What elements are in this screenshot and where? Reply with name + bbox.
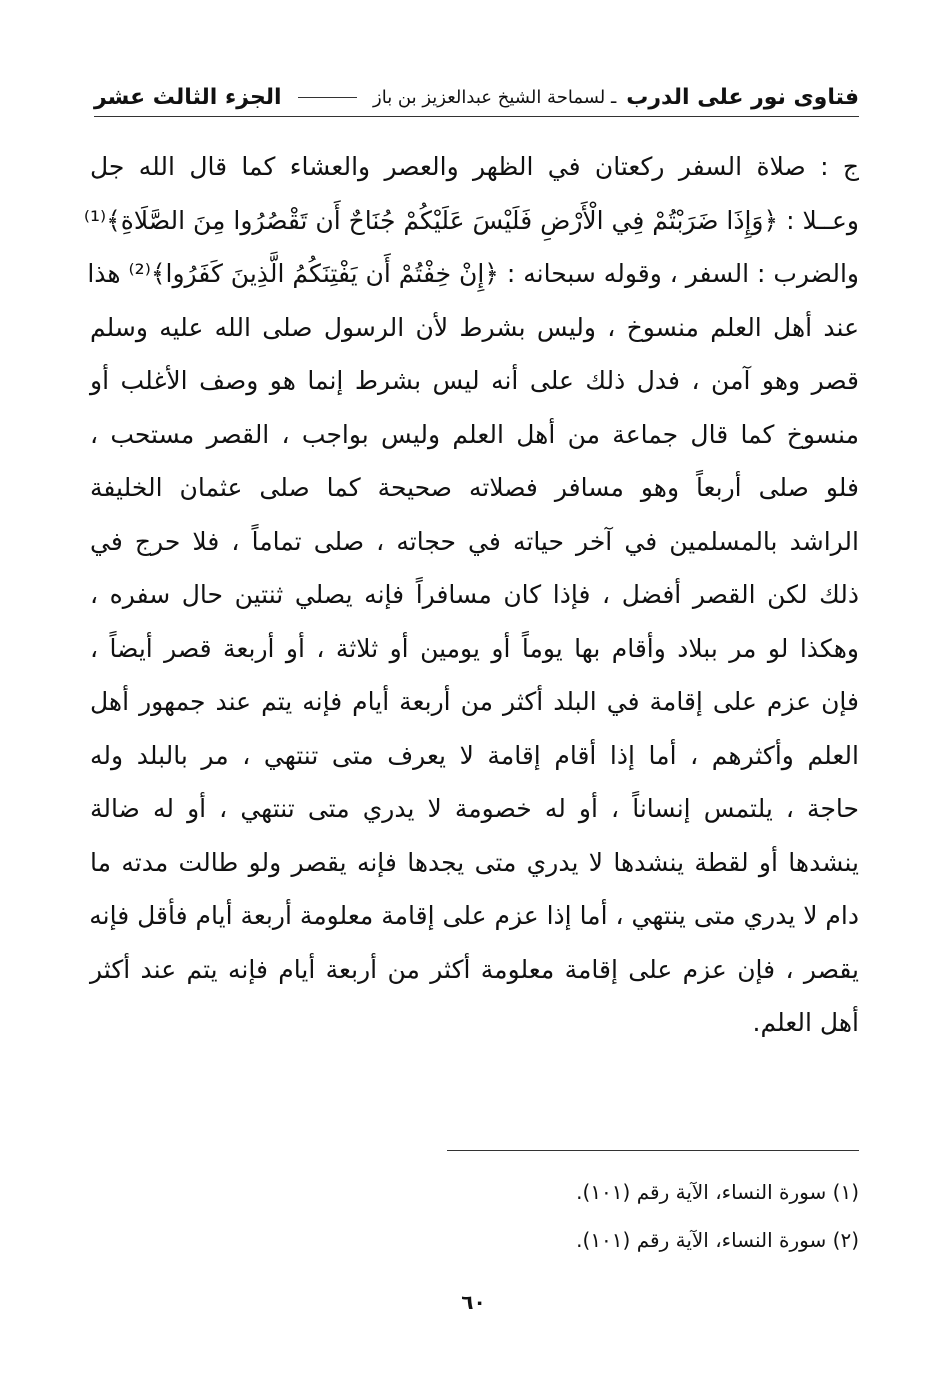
fatwa-body [83, 140, 859, 1050]
body-line: يقصر ، فإن عزم على إقامة معلومة أكثر من أربعة أيام فإنه يتم عند أكثر [90, 954, 859, 984]
book-title: فتاوى نور على الدرب [626, 84, 859, 110]
footnote-2: (٢) سورة النساء، الآية رقم (١٠١). [576, 1228, 859, 1252]
body-line: ذلك لكن القصر أفضل ، فإذا كان مسافراً فإنه يصلي ثنتين حال سفره ، [90, 580, 859, 609]
body-line: والضرب : السفر ، وقوله سبحانه : ﴿إِنْ خِفْتُمْ أَن يَفْتِنَكُمُ الَّذِينَ كَفَرُوا﴾⁽²⁾ هذا [87, 259, 859, 288]
body-line: أهل العلم. [752, 1008, 859, 1037]
volume-part: الجزء الثالث عشر [94, 84, 282, 110]
body-line: الراشد بالمسلمين في آخر حياته في حجاته ، صلى تماماً ، فلا حرج في [90, 526, 859, 556]
body-line: حاجة ، يلتمس إنساناً ، أو له خصومة لا يدري متى تنتهي ، أو له ضالة [90, 794, 859, 823]
body-line: عند أهل العلم منسوخ ، وليس بشرط لأن الرسول صلى الله عليه وسلم [90, 312, 859, 342]
body-line: وعــلا : ﴿وَإِذَا ضَرَبْتُمْ فِي الْأَرْضِ فَلَيْسَ عَلَيْكُمْ جُنَاحٌ أَن تَقْصُرُوا مِنَ الصَّلَاةِ﴾⁽¹⁾ [83, 205, 859, 235]
body-line: فلو صلى أربعاً وهو مسافر فصلاته صحيحة كما صلى عثمان الخليفة [90, 473, 859, 502]
body-line: منسوخ كما قال جماعة من أهل العلم وليس بواجب ، القصر مستحب ، [90, 419, 859, 449]
page-number: ٦٠ [461, 1290, 486, 1314]
body-line: فإن عزم على إقامة في البلد أكثر من أربعة أيام فإنه يتم عند جمهور أهل [90, 687, 859, 716]
footnote-1: (١) سورة النساء، الآية رقم (١٠١). [576, 1180, 859, 1204]
body-line: العلم وأكثرهم ، أما إذا أقام إقامة لا يعرف متى تنتهي ، مر بالبلد وله [90, 740, 859, 770]
body-line: دام لا يدري متى ينتهي ، أما إذا عزم على إقامة معلومة أربعة أيام فأقل فإنه [89, 901, 859, 930]
body-line: وهكذا لو مر ببلاد وأقام بها يوماً أو يومين أو ثلاثة ، أو أربعة قصر أيضاً ، [90, 633, 859, 663]
body-line: ينشدها أو لقطة ينشدها لا يدري متى يجدها فإنه يقصر ولو طالت مدته ما [90, 847, 859, 877]
footnote-divider [447, 1150, 859, 1151]
body-line: قصر وهو آمن ، فدل ذلك على أنه ليس بشرط إنما هو وصف الأغلب أو [90, 366, 859, 395]
author-name: ـ لسماحة الشيخ عبدالعزيز بن باز [373, 86, 617, 108]
header-separator [298, 97, 357, 98]
footnotes [90, 1168, 859, 1264]
body-line: ج : صلاة السفر ركعتان في الظهر والعصر والعشاء كما قال الله جل [90, 152, 859, 181]
running-header [94, 80, 859, 117]
